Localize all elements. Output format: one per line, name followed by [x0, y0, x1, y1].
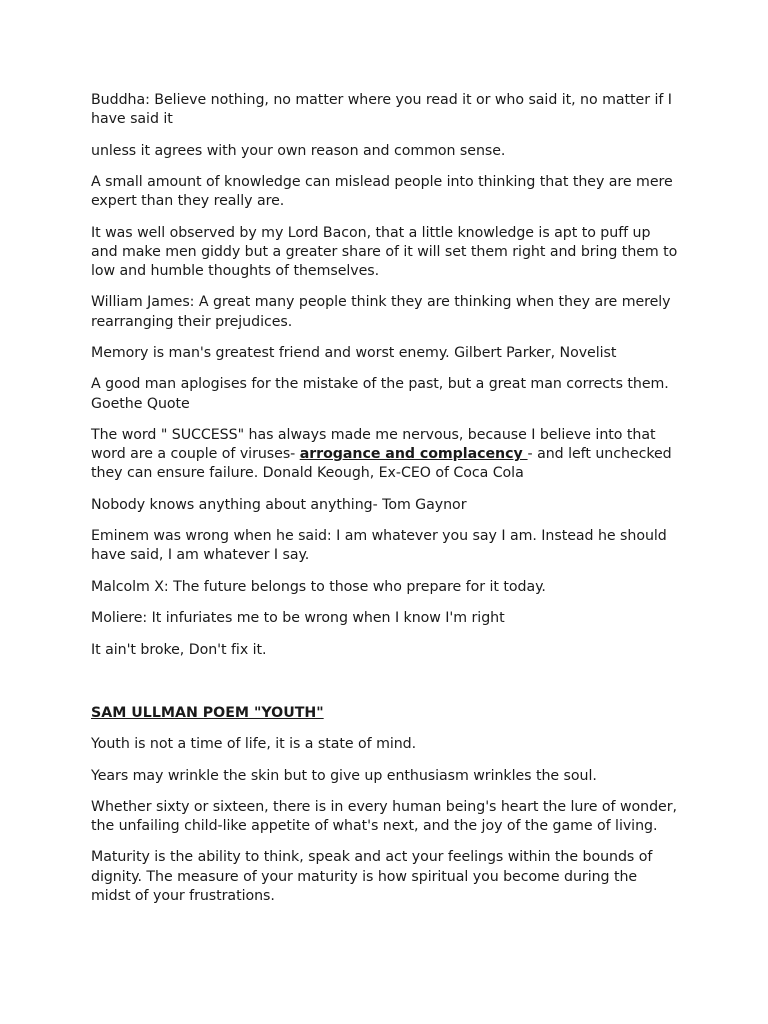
- quote-donald-keough: [91, 426, 681, 484]
- success-quote-before: The word " SUCCESS" has always made me nervous, because I believe into that word are a couple of viruses-: [91, 426, 656, 463]
- quote-malcolm-x: Malcolm X: The future belongs to those who prepare for it today.: [91, 578, 546, 595]
- quote-lord-bacon: It was well observed by my Lord Bacon, that a little knowledge is apt to puff up and make men giddy but a greater share of it will set them right and bring them to low and humble thoughts of themselves.: [91, 224, 678, 279]
- success-quote-after: - and left unchecked they can ensure failure. Donald Keough, Ex-CEO of Coca Cola: [91, 446, 672, 482]
- quote-goethe: A good man aplogises for the mistake of the past, but a great man corrects them. Goethe Quote: [91, 376, 669, 412]
- quote-eminem: Eminem was wrong when he said: I am whatever you say I am. Instead he should have said, I am whatever I say.: [91, 528, 667, 564]
- document-page: [91, 91, 681, 918]
- quote-william-james: William James: A great many people think they are thinking when they are merely rearranging their prejudices.: [91, 294, 671, 330]
- quote-buddha-continued: unless it agrees with your own reason and common sense.: [91, 142, 506, 159]
- poem-line: Whether sixty or sixteen, there is in every human being's heart the lure of wonder, the unfailing child-like appetite of what's next, and the joy of the game of living.: [91, 798, 677, 835]
- quote-tom-gaynor: Nobody knows anything about anything- Tom Gaynor: [91, 496, 467, 513]
- poem-line: Years may wrinkle the skin but to give up enthusiasm wrinkles the soul.: [91, 767, 597, 784]
- poem-heading: SAM ULLMAN POEM "YOUTH": [91, 704, 324, 721]
- success-quote-emphasis: arrogance and complacency: [299, 446, 528, 463]
- quote-aint-broke: It ain't broke, Don't fix it.: [91, 641, 267, 658]
- quote-moliere: Moliere: It infuriates me to be wrong when I know I'm right: [91, 610, 505, 627]
- poem-line: Youth is not a time of life, it is a state of mind.: [91, 736, 417, 753]
- quote-gilbert-parker: Memory is man's greatest friend and worst enemy. Gilbert Parker, Novelist: [91, 344, 617, 361]
- poem-line: Maturity is the ability to think, speak and act your feelings within the bounds of dignity. The measure of your maturity is how spiritual you become during the midst of your frustrations.: [91, 849, 653, 904]
- quote-small-knowledge: A small amount of knowledge can mislead people into thinking that they are mere expert than they really are.: [91, 173, 673, 210]
- quote-buddha: Buddha: Believe nothing, no matter where you read it or who said it, no matter if I have said it: [91, 92, 672, 128]
